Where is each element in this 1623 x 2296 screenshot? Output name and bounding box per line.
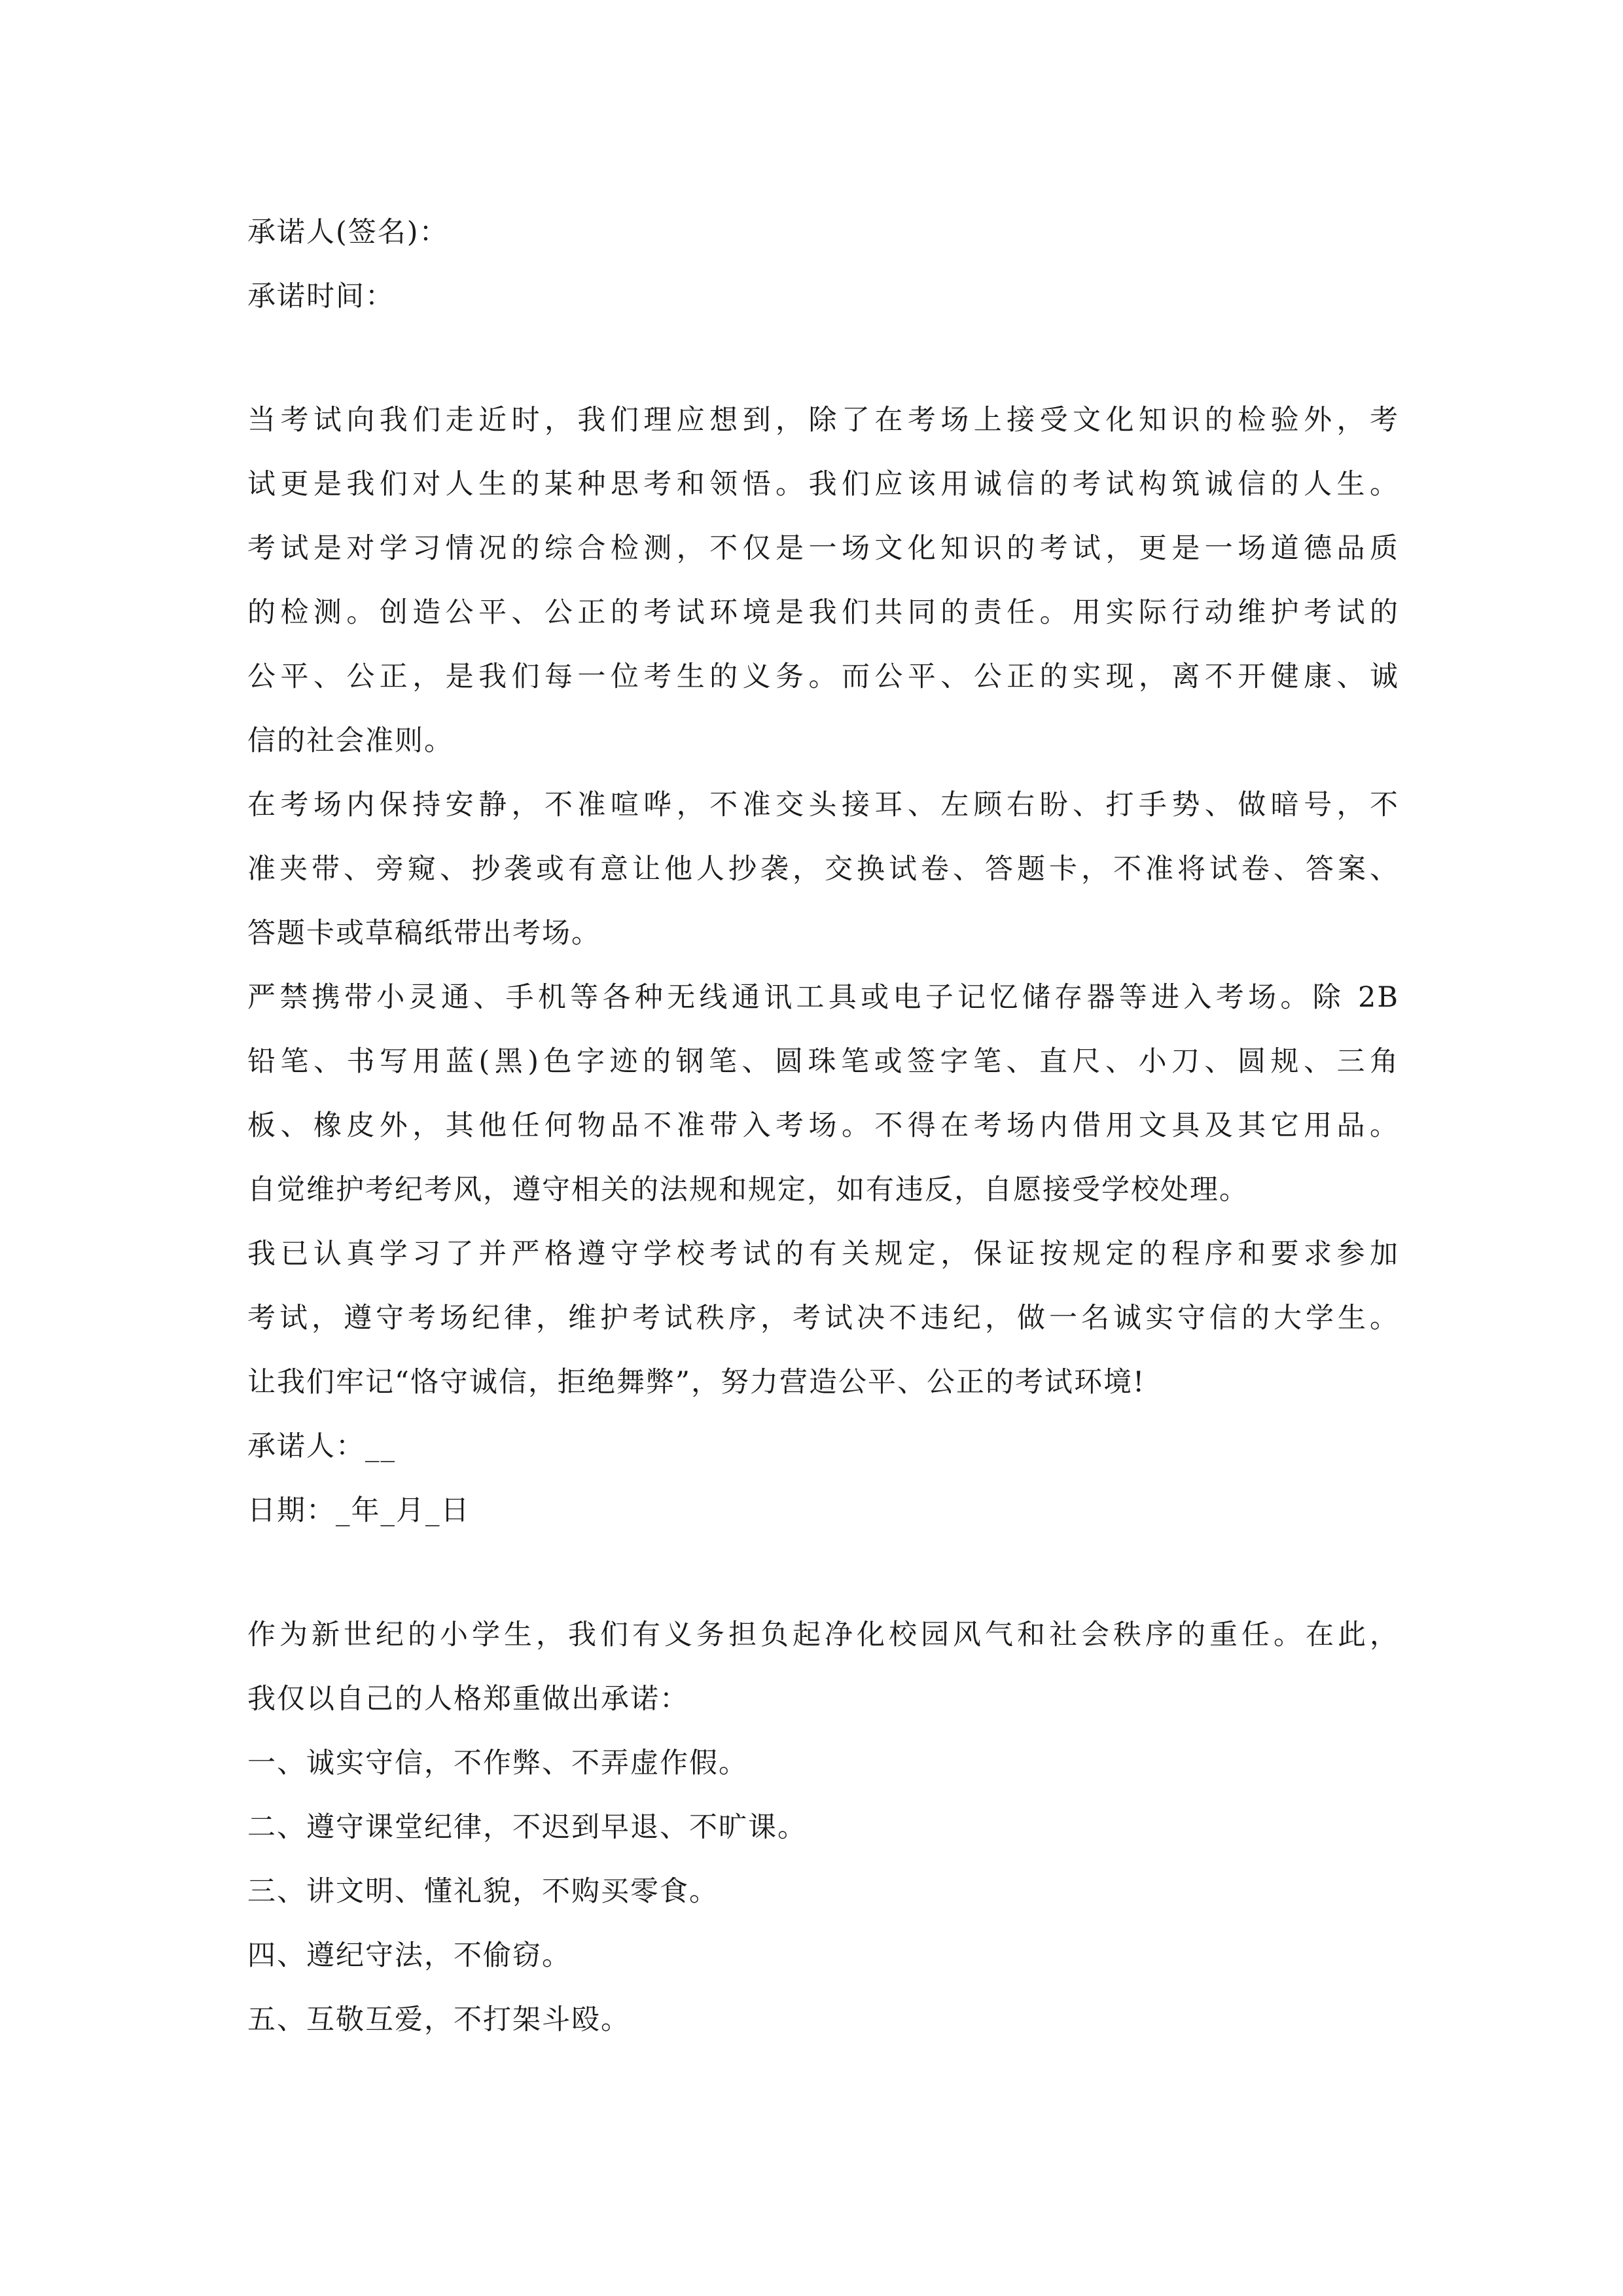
paragraph-line: 信的社会准则。 xyxy=(247,725,454,757)
signer-signature-label: 承诺人(签名)： xyxy=(247,216,449,249)
paragraph-line: 铅笔、书写用蓝(黑)色字迹的钢笔、圆珠笔或签字笔、直尺、小刀、圆规、三角 xyxy=(247,1045,1399,1078)
paragraph-line: 试更是我们对人生的某种思考和领悟。我们应该用诚信的考试构筑诚信的人生。 xyxy=(247,468,1399,501)
paragraph-line: 严禁携带小灵通、手机等各种无线通讯工具或电子记忆储存器等进入考场。除 2B xyxy=(247,981,1399,1014)
paragraph-line: 公平、公正，是我们每一位考生的义务。而公平、公正的实现，离不开健康、诚 xyxy=(247,660,1399,693)
paragraph-line: 我仅以自己的人格郑重做出承诺： xyxy=(247,1683,689,1715)
paragraph-line: 作为新世纪的小学生，我们有义务担负起净化校园风气和社会秩序的重任。在此， xyxy=(247,1619,1399,1651)
paragraph-line: 准夹带、旁窥、抄袭或有意让他人抄袭，交换试卷、答题卡，不准将试卷、答案、 xyxy=(247,853,1399,886)
list-item: 四、遵纪守法，不偷窃。 xyxy=(247,1939,571,1972)
paragraph-line: 答题卡或草稿纸带出考场。 xyxy=(247,917,601,950)
student-pledge xyxy=(247,1603,1399,2052)
paragraph-line: 当考试向我们走近时，我们理应想到，除了在考场上接受文化知识的检验外，考 xyxy=(247,404,1399,437)
list-item: 五、互敬互爱，不打架斗殴。 xyxy=(247,2003,630,2036)
pledge-time-label: 承诺时间： xyxy=(247,280,395,313)
paragraph-line: 考试是对学习情况的综合检测，不仅是一场文化知识的考试，更是一场道德品质 xyxy=(247,532,1399,565)
paragraph-line: 板、橡皮外，其他任何物品不准带入考场。不得在考场内借用文具及其它用品。 xyxy=(247,1109,1399,1142)
paragraph-line: 我已认真学习了并严格遵守学校考试的有关规定，保证按规定的程序和要求参加 xyxy=(247,1238,1399,1270)
paragraph-line: 考试，遵守考场纪律，维护考试秩序，考试决不违纪，做一名诚实守信的大学生。 xyxy=(247,1302,1399,1335)
paragraph-line: 的检测。创造公平、公正的考试环境是我们共同的责任。用实际行动维护考试的 xyxy=(247,596,1399,629)
signature-header xyxy=(247,200,1399,329)
paragraph-line: 让我们牢记“恪守诚信，拒绝舞弊”，努力营造公平、公正的考试环境! xyxy=(247,1366,1146,1399)
exam-honesty-pledge xyxy=(247,388,1399,1543)
signer-label: 承诺人：__ xyxy=(247,1430,396,1463)
list-item: 一、诚实守信，不作弊、不弄虚作假。 xyxy=(247,1747,748,1780)
list-item: 三、讲文明、懂礼貌，不购买零食。 xyxy=(247,1875,719,1908)
list-item: 二、遵守课堂纪律，不迟到早退、不旷课。 xyxy=(247,1811,807,1844)
paragraph-line: 自觉维护考纪考风，遵守相关的法规和规定，如有违反，自愿接受学校处理。 xyxy=(247,1174,1249,1206)
date-label: 日期：_年_月_日 xyxy=(247,1494,471,1527)
paragraph-line: 在考场内保持安静，不准喧哗，不准交头接耳、左顾右盼、打手势、做暗号，不 xyxy=(247,789,1399,821)
